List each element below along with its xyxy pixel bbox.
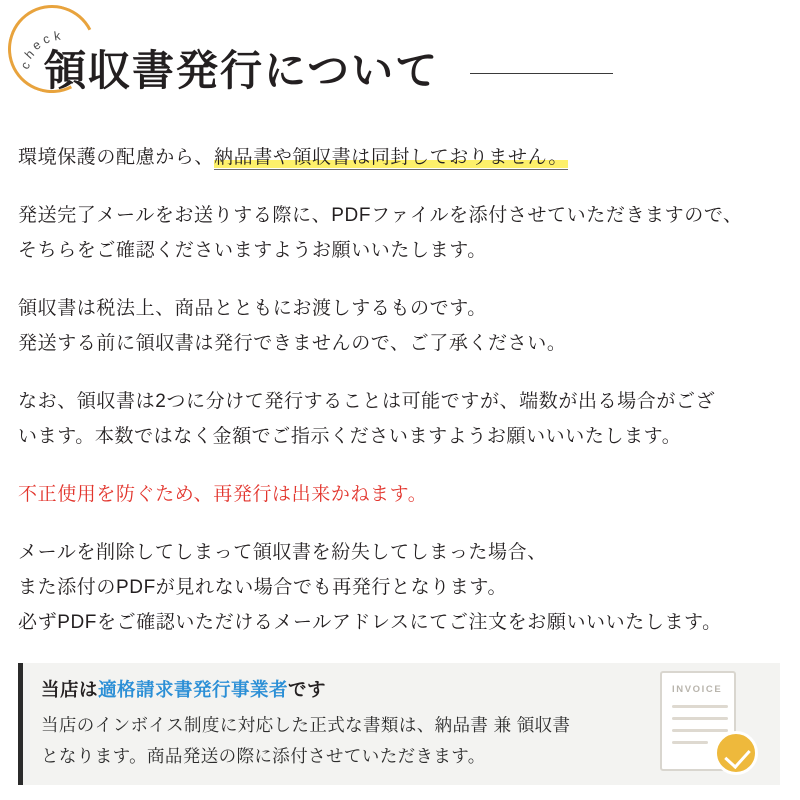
paragraph-2	[18, 198, 780, 268]
paragraph-6-line-1: メールを削除してしまって領収書を紛失してしまった場合、	[18, 542, 547, 563]
paragraph-1-line-1-plain: 環境保護の配慮から、	[18, 147, 215, 168]
invoice-line-1	[672, 705, 728, 708]
paragraph-4-line-1: なお、領収書は2つに分けて発行することは可能ですが、端数が出る場合がござ	[18, 391, 716, 412]
callout-title-prefix: 当店は	[41, 679, 99, 700]
paragraph-1-highlight: 納品書や領収書は同封しておりません。	[214, 147, 568, 168]
callout-body-line-1: 当店のインボイス制度に対応した正式な書類は、納品書 兼 領収書	[41, 715, 571, 735]
paragraph-3-line-1: 領収書は税法上、商品とともにお渡しするものです。	[18, 298, 487, 319]
paragraph-3	[18, 291, 780, 361]
check-badge-label: c h e c k	[17, 28, 63, 72]
invoice-icon-label: INVOICE	[672, 684, 723, 695]
paragraph-5-warning	[18, 477, 780, 512]
callout-body	[41, 710, 661, 772]
paragraph-2-line-1: 発送完了メールをお送りする際に、PDFファイルを添付させていただきますので、	[18, 205, 743, 226]
invoice-line-3	[672, 729, 728, 732]
check-mark-icon	[714, 731, 758, 775]
paragraph-5-line-1: 不正使用を防ぐため、再発行は出来かねます。	[18, 484, 428, 505]
page-title: 領収書発行について	[44, 47, 440, 94]
invoice-line-4	[672, 741, 708, 744]
paragraph-3-line-2: 発送する前に領収書は発行できませんので、ご了承ください。	[18, 333, 567, 354]
callout-title-accent: 適格請求書発行事業者	[98, 679, 289, 700]
title-divider	[470, 73, 613, 74]
invoice-callout	[18, 663, 780, 785]
paragraph-6-line-2: また添付のPDFが見れない場合でも再発行となります。	[18, 577, 508, 598]
paragraph-6	[18, 535, 780, 640]
paragraph-2-line-2: そちらをご確認くださいますようお願いいたします。	[18, 240, 487, 261]
paragraph-4-line-2: います。本数ではなく金額でご指示くださいますようお願いいいたします。	[18, 426, 682, 447]
callout-title-suffix: です	[288, 679, 327, 700]
paragraph-4	[18, 384, 780, 454]
paragraph-6-line-3: 必ずPDFをご確認いただけるメールアドレスにてご注文をお願いいいたします。	[18, 612, 722, 633]
invoice-document-icon	[654, 671, 758, 779]
body-content	[18, 140, 780, 663]
paragraph-1	[18, 140, 780, 175]
page-header	[0, 0, 800, 118]
callout-body-line-2: となります。商品発送の際に添付させていただきます。	[41, 746, 486, 766]
invoice-line-2	[672, 717, 728, 720]
